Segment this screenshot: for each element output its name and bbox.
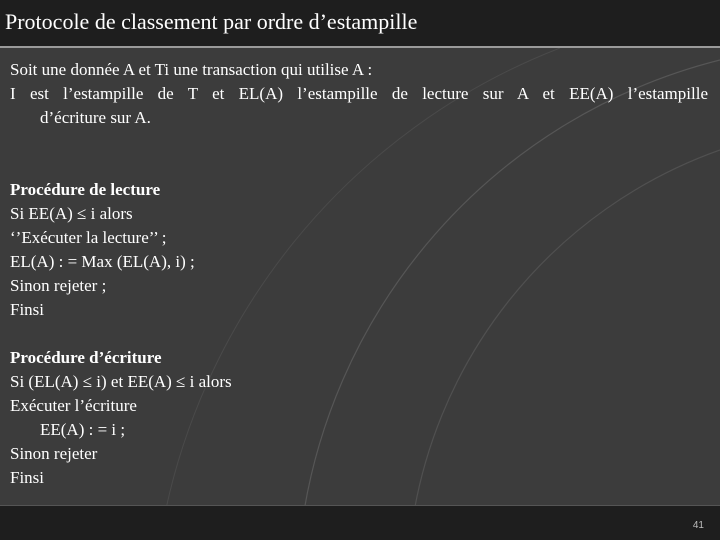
write-line: EE(A) : = i ; bbox=[40, 420, 126, 439]
read-line: Sinon rejeter ; bbox=[10, 276, 107, 295]
read-procedure-heading: Procédure de lecture bbox=[10, 180, 161, 199]
page-number: 41 bbox=[692, 520, 704, 531]
slide-title: Protocole de classement par ordre d’estampille bbox=[5, 9, 418, 34]
intro-line-2: I est l’estampille de T et EL(A) l’estampille de lecture sur A et EE(A) l’estampille bbox=[10, 84, 708, 103]
write-line: Si (EL(A) ≤ i) et EE(A) ≤ i alors bbox=[10, 372, 232, 391]
write-procedure-heading: Procédure d’écriture bbox=[10, 348, 162, 367]
intro-line-3: d’écriture sur A. bbox=[40, 108, 151, 127]
read-line: ‘’Exécuter la lecture’’ ; bbox=[10, 228, 167, 247]
footer-rule bbox=[0, 505, 720, 506]
slide-body bbox=[10, 58, 708, 490]
read-line: Finsi bbox=[10, 300, 45, 319]
title-rule bbox=[0, 46, 720, 48]
footer-band bbox=[0, 505, 720, 540]
write-line: Sinon rejeter bbox=[10, 444, 98, 463]
intro-line-1: Soit une donnée A et Ti une transaction qui utilise A : bbox=[10, 60, 373, 79]
write-line: Exécuter l’écriture bbox=[10, 396, 137, 415]
read-line: Si EE(A) ≤ i alors bbox=[10, 204, 133, 223]
read-line: EL(A) : = Max (EL(A), i) ; bbox=[10, 252, 195, 271]
write-line: Finsi bbox=[10, 468, 45, 487]
